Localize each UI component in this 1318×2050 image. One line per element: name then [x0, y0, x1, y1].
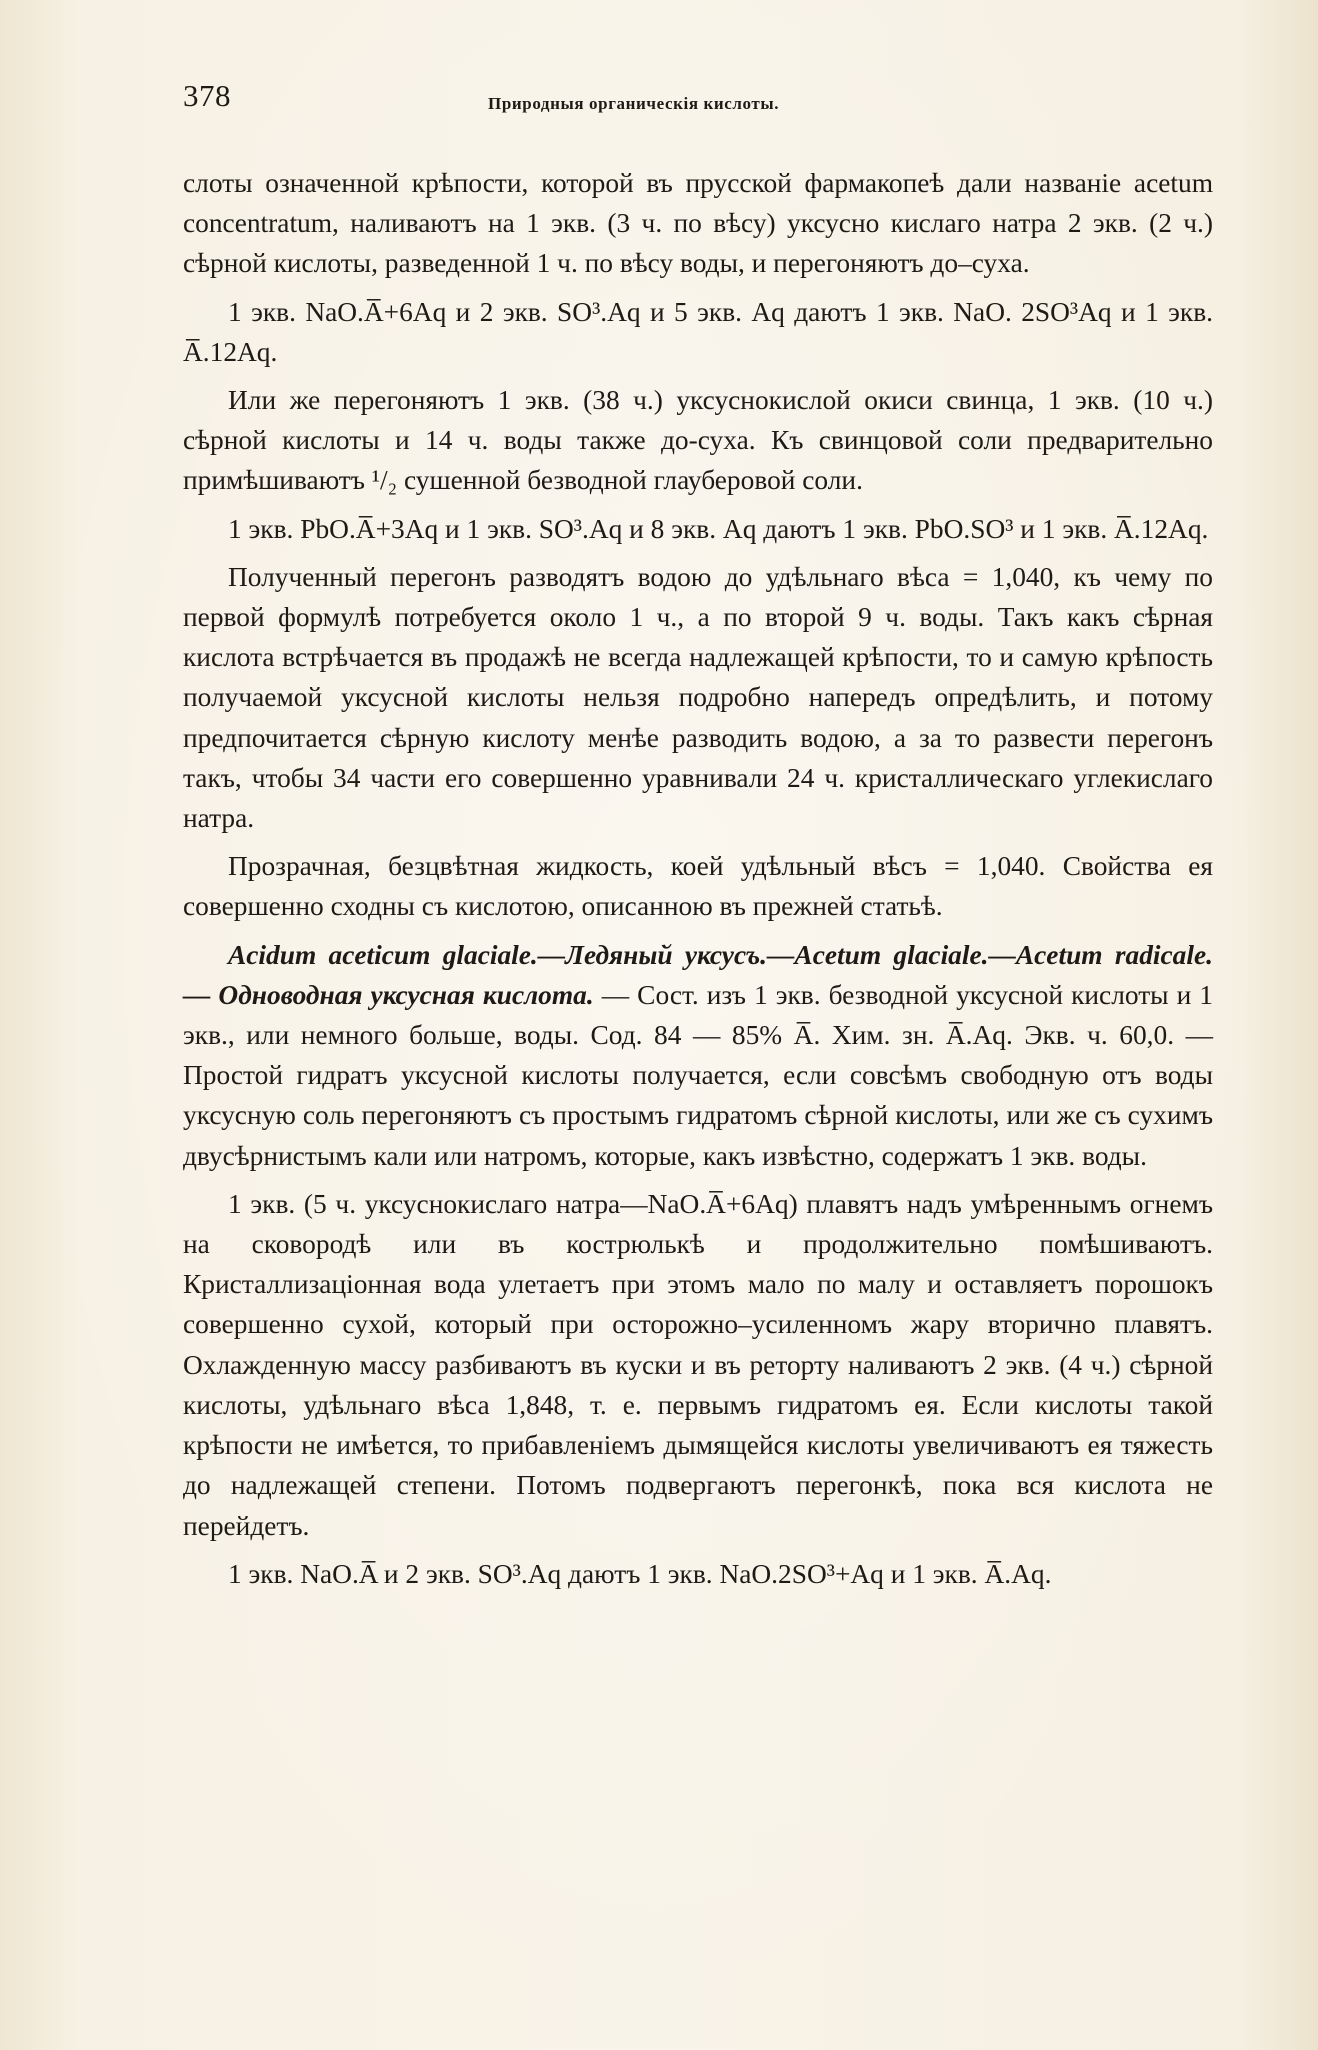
formula-line-sodium: 1 экв. NaO.A̅+6Aq и 2 экв. SO³.Aq и 5 экв. Aq даютъ 1 экв. NaO. 2SO³Aq и 1 экв. A̅.12Aq.: [183, 296, 1213, 367]
paragraph-lead-method: Или же перегоняютъ 1 экв. (38 ч.) уксуснокислой окиси свинца, 1 экв. (10 ч.) сѣрной кислоты и 14 ч. воды также до-суха. Къ свинцовой соли предварительно примѣшиваютъ ¹/₂ сушенной безводной глауберовой соли.: [183, 385, 1213, 496]
running-title: Природныя органическія кислоты.: [488, 94, 780, 113]
paragraph-properties: Прозрачная, безцвѣтная жидкость, коей удѣльный вѣсъ = 1,040. Свойства ея совершенно сходны съ кислотою, описанною въ прежней статьѣ.: [183, 851, 1213, 922]
paragraph-preparation: 1 экв. (5 ч. уксуснокислаго натра—NaO.A̅+6Aq) плавятъ надъ умѣреннымъ огнемъ на сковородѣ или въ кострюлькѣ и продолжительно помѣшиваютъ. Кристаллизаціонная вода улетаетъ при этомъ мало по малу и оставляетъ порошокъ совершенно сухой, который при осторожно–усиленномъ жару вторично плавятъ. Охлажденную массу разбиваютъ въ куски и въ реторту наливаютъ 2 экв. (4 ч.) сѣрной кислоты, удѣльнаго вѣса 1,848, т. е. первымъ гидратомъ ея. Если кислоты такой крѣпости не имѣется, то прибавленіемъ дымящейся кислоты увеличиваютъ ея тяжесть до надлежащей степени. Потомъ подвергаютъ перегонкѣ, пока вся кислота не перейдетъ.: [183, 1188, 1213, 1541]
formula-line-lead: 1 экв. PbO.A̅+3Aq и 1 экв. SO³.Aq и 8 экв. Aq даютъ 1 экв. PbO.SO³ и 1 экв. A̅.12Aq.: [228, 513, 1209, 544]
section-body: — Сост. изъ 1 экв. безводной уксусной кислоты и 1 экв., или немного больше, воды. Сод. 84 — 85% A̅. Хим. зн. A̅.Aq. Экв. ч. 60,0. —Простой гидратъ уксусной кислоты получается, если совсѣмъ свободную отъ воды уксусную соль перегоняютъ съ простымъ гидратомъ сѣрной кислоты, или же съ сухимъ двусѣрнистымъ кали или натромъ, которые, какъ извѣстно, содержатъ 1 экв. воды.: [183, 979, 1213, 1171]
formula-line-final: 1 экв. NaO.A̅ и 2 экв. SO³.Aq даютъ 1 экв. NaO.2SO³+Aq и 1 экв. A̅.Aq.: [228, 1558, 1052, 1589]
page-header: [183, 78, 1213, 118]
paragraph-continuation: слоты означенной крѣпости, которой въ прусской фармакопеѣ дали названіе acetum concentratum, наливаютъ на 1 экв. (3 ч. по вѣсу) уксусно кислаго натра 2 экв. (2 ч.) сѣрной кислоты, разведенной 1 ч. по вѣсу воды, и перегоняютъ до–суха.: [183, 168, 1213, 279]
paragraph-glacial-acid: [183, 935, 1213, 1176]
body-text: [183, 163, 1213, 1602]
paragraph-dilution: Полученный перегонъ разводятъ водою до удѣльнаго вѣса = 1,040, къ чему по первой формулѣ потребуется около 1 ч., а по второй 9 ч. воды. Такъ какъ сѣрная кислота встрѣчается въ продажѣ не всегда надлежащей крѣпости, то и самую крѣпость получаемой уксусной кислоты нельзя подробно напередъ опредѣлить, и потому предпочитается сѣрную кислоту менѣе разводить водою, а за то развести перегонъ такъ, чтобы 34 части его совершенно уравнивали 24 ч. кристаллическаго углекислаго натра.: [183, 561, 1213, 834]
section-title: Acidum aceticum glaciale.—Ледяный уксусъ.—Acetum glaciale.—Acetum radicale. — Одноводная уксусная кислота.: [183, 939, 1213, 1010]
page-number: 378: [183, 78, 231, 113]
